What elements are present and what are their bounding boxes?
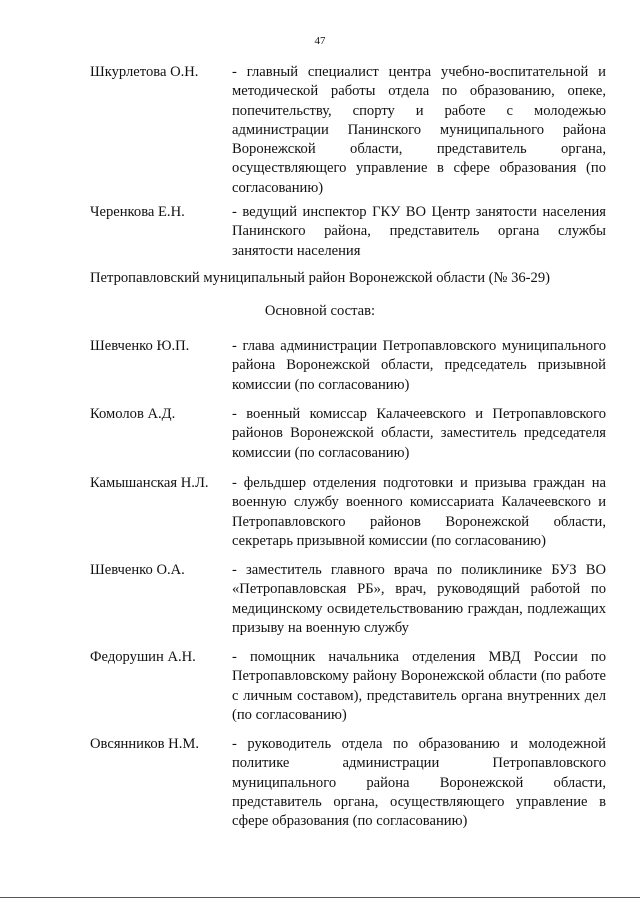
member-name: Камышанская Н.Л. — [90, 475, 209, 491]
member-role: - военный комиссар Калачеевского и Петропавловского районов Воронежской области, заместитель председателя комиссии (по согласованию) — [232, 406, 606, 461]
member-name: Шкурлетова О.Н. — [90, 64, 199, 80]
member-name: Шевченко Ю.П. — [90, 338, 190, 354]
member-name: Комолов А.Д. — [90, 406, 176, 422]
member-name: Овсянников Н.М. — [90, 736, 199, 752]
member-name: Федорушин А.Н. — [90, 649, 196, 665]
district-heading: Петропавловский муниципальный район Воронежской области (№ 36-29) — [90, 270, 550, 286]
member-role: - фельдшер отделения подготовки и призыва граждан на военную службу военного комиссариата Калачеевского и Петропавловского районов Воронежской области, секретарь призывной комиссии (по согласованию) — [232, 475, 606, 549]
member-role: - заместитель главного врача по поликлинике БУЗ ВО «Петропавловская РБ», врач, руководящий работой по медицинскому освидетельствованию граждан, подлежащих призыву на военную службу — [232, 562, 606, 636]
member-name: Черенкова Е.Н. — [90, 204, 185, 220]
member-role: - помощник начальника отделения МВД России по Петропавловскому району Воронежской области (по работе с личным составом), представитель органа внутренних дел (по согласованию) — [232, 649, 606, 723]
member-name: Шевченко О.А. — [90, 562, 185, 578]
composition-heading: Основной состав: — [264, 303, 376, 319]
member-role: - глава администрации Петропавловского муниципального района Воронежской области, председатель призывной комиссии (по согласованию) — [232, 338, 606, 393]
member-role: - главный специалист центра учебно-воспитательной и методической работы отдела по образованию, опеке, попечительству, спорту и работе с молодежью администрации Панинского муниципального района Воронежской области, представитель органа, осуществляющего управление в сфере образования (по согласованию) — [232, 64, 606, 196]
member-role: - руководитель отдела по образованию и молодежной политике администрации Петропавловского муниципального района Воронежской области, представитель органа, осуществляющего управление в сфере образования (по согласованию) — [232, 736, 606, 830]
page-number: 47 — [314, 35, 326, 47]
member-role: - ведущий инспектор ГКУ ВО Центр занятости населения Панинского района, представитель органа службы занятости населения — [232, 204, 606, 259]
page-bottom-border — [0, 897, 640, 898]
